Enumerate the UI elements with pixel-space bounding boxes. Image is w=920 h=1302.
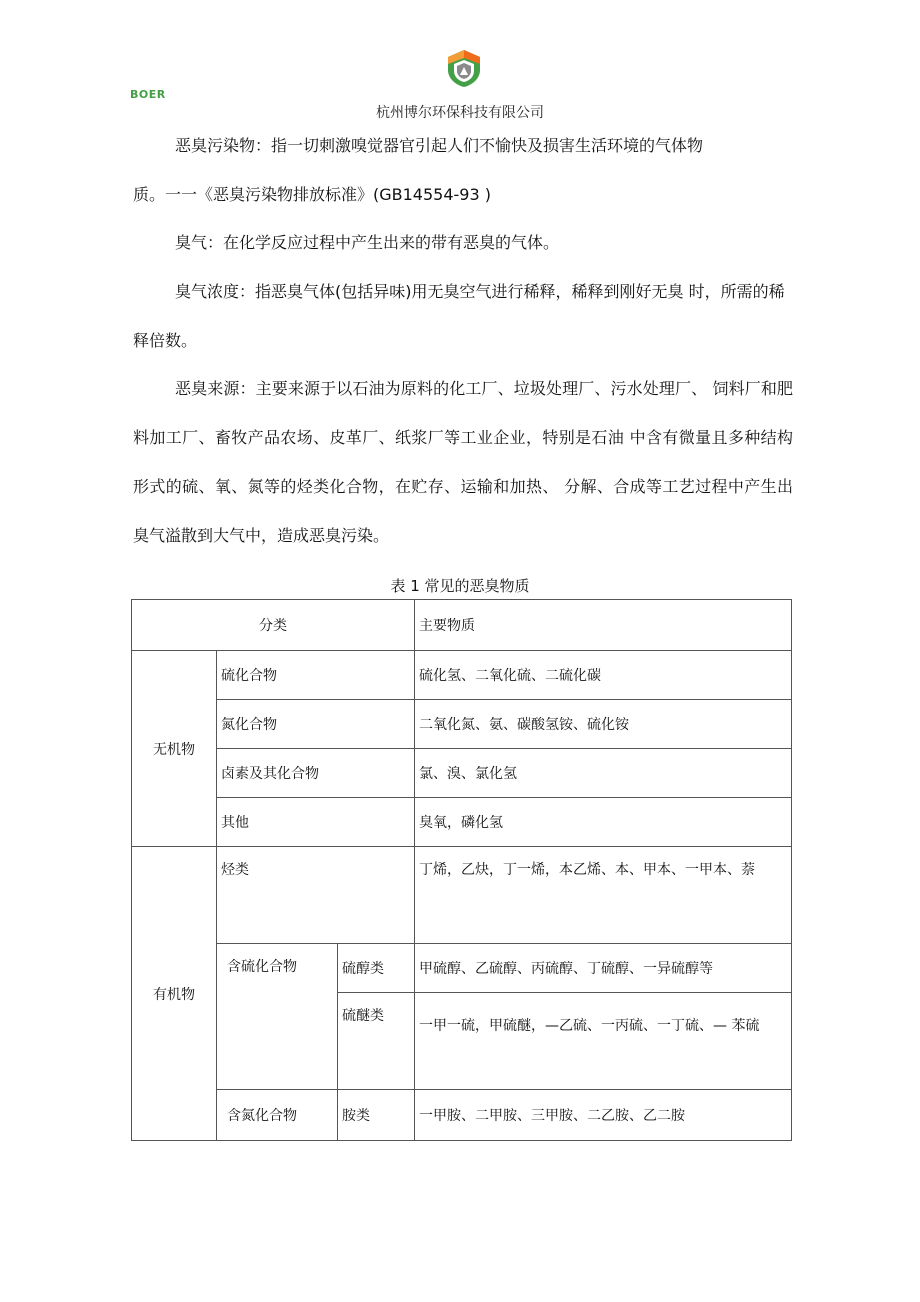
company-name: 杭州博尔环保科技有限公司 (376, 105, 544, 121)
header-category: 分类 (132, 600, 415, 651)
subcategory-cell: 氮化合物 (217, 700, 415, 749)
subcategory-cell: 卤素及其化合物 (217, 749, 415, 798)
table-header-row (132, 600, 792, 651)
definition-malodorous-pollutant (133, 121, 793, 219)
organic-label: 有机物 (132, 847, 217, 1141)
substances-cell: 一甲一硫，甲硫醚，—乙硫、一丙硫、一丁硫、— 苯硫 (415, 993, 792, 1090)
substances-cell: 丁烯，乙炔，丁一烯，本乙烯、本、甲本、一甲本、萘 (415, 847, 792, 944)
header-substances: 主要物质 (415, 600, 792, 651)
subcategory-cell: 其他 (217, 798, 415, 847)
substances-cell: 二氧化氮、氨、碳酸氢铵、硫化铵 (415, 700, 792, 749)
type-cell: 胺类 (338, 1090, 415, 1141)
table-row (132, 749, 792, 798)
substances-cell: 硫化氢、二氧化硫、二硫化碳 (415, 651, 792, 700)
odor-substances-table (131, 599, 792, 1141)
table-caption: 表 1 常见的恶臭物质 (390, 577, 530, 595)
definition-odor-concentration: 臭气浓度：指恶臭气体(包括异味)用无臭空气进行稀释，稀释到刚好无臭 时，所需的稀释倍数。 (133, 282, 785, 350)
subcategory-cell: 含硫化合物 (217, 944, 338, 1090)
subcategory-cell: 硫化合物 (217, 651, 415, 700)
table-row (132, 944, 792, 993)
type-cell: 硫醇类 (338, 944, 415, 993)
inorganic-label: 无机物 (132, 651, 217, 847)
substances-cell: 一甲胺、二甲胺、三甲胺、二乙胺、乙二胺 (415, 1090, 792, 1141)
definition-line-1: 恶臭污染物：指一切刺激嗅觉器官引起人们不愉快及损害生活环境的气体物 (175, 136, 704, 155)
subcategory-cell: 烃类 (217, 847, 415, 944)
definition-line-2: 质。一一《恶臭污染物排放标准》(GB14554-93 ) (133, 185, 491, 204)
substances-cell: 氯、溴、氯化氢 (415, 749, 792, 798)
table-row (132, 798, 792, 847)
brand-name: BOER (130, 88, 166, 101)
table-row (132, 651, 792, 700)
table-row (132, 847, 792, 944)
substances-cell: 甲硫醇、乙硫醇、丙硫醇、丁硫醇、一异硫醇等 (415, 944, 792, 993)
boer-shield-logo-icon (444, 48, 484, 88)
definition-odor-gas: 臭气：在化学反应过程中产生出来的带有恶臭的气体。 (175, 233, 560, 252)
substances-cell: 臭氧，磷化氢 (415, 798, 792, 847)
table-row (132, 700, 792, 749)
subcategory-cell: 含氮化合物 (217, 1090, 338, 1141)
type-cell: 硫醚类 (338, 993, 415, 1090)
table-row (132, 1090, 792, 1141)
odor-sources-paragraph: 恶臭来源：主要来源于以石油为原料的化工厂、垃圾处理厂、污水处理厂、 饲料厂和肥料加工厂、畜牧产品农场、皮革厂、纸浆厂等工业企业，特别是石油 中含有微量且多种结构形式的硫、氧、氮等的烃类化合物，在贮存、运输和加热、 分解、合成等工艺过程中产生出臭气溢散到大气中，造成恶臭污染。 (133, 379, 793, 545)
